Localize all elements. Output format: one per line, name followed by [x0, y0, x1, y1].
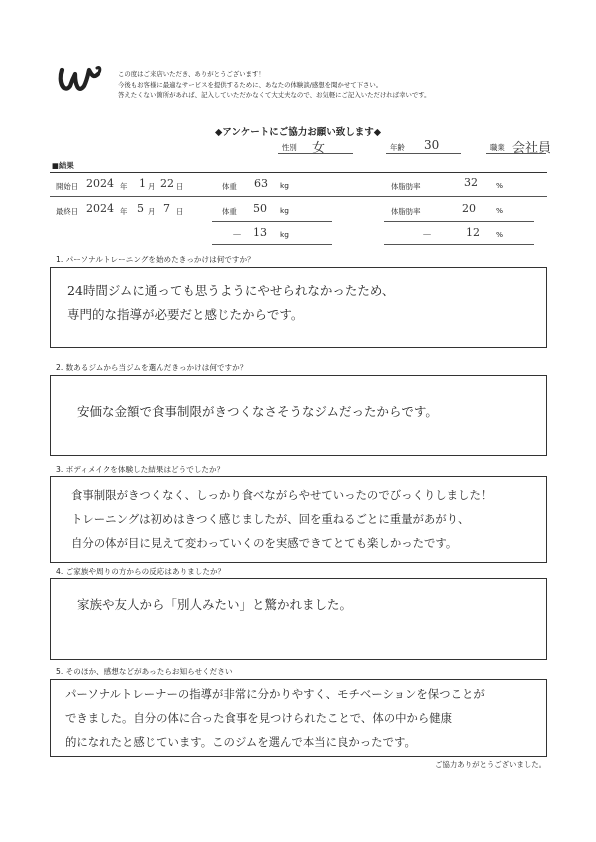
question-1-answer-box: [50, 267, 547, 348]
start-month: 1: [139, 177, 146, 190]
brand-logo: [56, 62, 106, 98]
question-3-answer: [71, 483, 492, 555]
answer-line: 的になれたと感じています。このジムを選んで本当に良かったです。: [65, 735, 416, 749]
question-2-label: 2. 数あるジムから当ジムを選んだきっかけは何ですか？: [56, 363, 248, 372]
answer-line: 食事制限がきつくなく、しっかり食べながらやせていったのでびっくりしました！: [71, 488, 493, 502]
job-underline: [486, 153, 546, 154]
results-top-rule: [50, 172, 547, 173]
question-4-answer: [77, 593, 352, 617]
weight-start-unit: kg: [280, 181, 289, 190]
bodyfat-end-label: 体脂肪率: [391, 207, 421, 216]
question-1-answer: [67, 279, 394, 327]
end-month-unit: 月: [148, 207, 156, 216]
question-2-answer-box: [50, 375, 547, 456]
weight-end-label: 体重: [222, 207, 237, 216]
weight-start-label: 体重: [222, 182, 237, 191]
weight-end-value: 50: [253, 202, 267, 215]
bodyfat-end-value: 20: [462, 202, 476, 215]
answer-line: 安価な金額で食事制限がきつくなさそうなジムだったからです。: [77, 404, 438, 419]
age-value: 30: [424, 138, 440, 152]
start-label: 開始日: [56, 182, 79, 191]
intro-line: 答えたくない箇所があれば、記入していただかなくて大丈夫なので、お気軽にご記入いただければ幸いです。: [118, 91, 431, 99]
question-3-answer-box: [50, 476, 547, 563]
bodyfat-start-label: 体脂肪率: [391, 182, 421, 191]
job-label: 職業: [490, 143, 505, 152]
bodyfat-end-unit: %: [496, 206, 504, 215]
job-value: 会社員: [512, 141, 552, 156]
start-year-unit: 年: [120, 182, 128, 191]
brand-logo-mark: [56, 62, 106, 98]
intro-line: この度はご来店いただき、ありがとうございます！: [118, 70, 265, 78]
gender-value: 女: [312, 141, 326, 156]
weight-end-unit: kg: [280, 206, 289, 215]
end-year: 2024: [86, 202, 114, 215]
question-5-answer-box: [50, 679, 547, 757]
weight-diff-rule: [212, 221, 332, 222]
end-month: 5: [137, 202, 144, 215]
intro-line: 今後もお客様に最適なサービスを提供するために、あなたの体験談/感想を聞かせて下さい。: [118, 80, 383, 89]
question-4-answer-box: [50, 578, 547, 660]
results-label: ■結果: [52, 161, 74, 170]
survey-title: ◆アンケートにご協力お願い致します◆: [214, 127, 382, 138]
bodyfat-diff-value: 12: [466, 226, 480, 239]
bodyfat-diff-sign: －: [422, 230, 432, 241]
start-day-unit: 日: [176, 182, 184, 191]
answer-line: 家族や友人から「別人みたい」と驚かれました。: [77, 597, 353, 612]
answer-line: パーソナルトレーナーの指導が非常に分かりやすく、モチベーションを保つことが: [65, 687, 485, 701]
weight-diff-unit: kg: [280, 230, 289, 239]
weight-diff-value: 13: [253, 226, 267, 239]
intro-text: [118, 69, 431, 101]
bodyfat-diff-unit: %: [496, 230, 504, 239]
start-month-unit: 月: [148, 182, 156, 191]
bodyfat-start-unit: %: [496, 181, 504, 190]
weight-diff-sign: －: [232, 230, 242, 241]
age-underline: [386, 153, 461, 154]
question-2-answer: [77, 400, 438, 424]
end-label: 最終日: [56, 207, 79, 216]
answer-line: 24時間ジムに通っても思うようにやせられなかったため、: [67, 283, 395, 298]
bodyfat-start-value: 32: [464, 176, 478, 189]
question-5-label: 5. そのほか、感想などがあったらお知らせください: [56, 667, 233, 676]
answer-line: 専門的な指導が必要だと感じたからです。: [67, 307, 304, 322]
question-4-label: 4. ご家族や周りの方からの反応はありましたか？: [56, 567, 226, 576]
question-1-label: 1. パーソナルトレーニングを始めたきっかけは何ですか？: [56, 255, 255, 264]
start-year: 2024: [86, 177, 114, 190]
weight-bottom-rule: [212, 244, 332, 245]
question-3-label: 3. ボディメイクを体験した結果はどうでしたか？: [56, 465, 225, 474]
end-day: 7: [163, 202, 170, 215]
weight-start-value: 63: [254, 177, 268, 190]
bodyfat-bottom-rule: [384, 244, 534, 245]
answer-line: できました。自分の体に合った食事を見つけられたことで、体の中から健康: [65, 711, 453, 725]
answer-line: 自分の体が目に見えて変わっていくのを実感できてとても楽しかったです。: [71, 536, 458, 550]
start-day: 22: [160, 177, 174, 190]
results-row-rule: [50, 196, 547, 197]
answer-line: トレーニングは初めはきつく感じましたが、回を重ねるごとに重量があがり、: [71, 512, 470, 526]
bodyfat-diff-rule: [384, 221, 534, 222]
question-5-answer: [65, 682, 485, 754]
age-label: 年齢: [390, 143, 405, 152]
end-year-unit: 年: [120, 207, 128, 216]
gender-label: 性別: [282, 143, 297, 152]
gender-underline: [278, 153, 353, 154]
thanks-note: ご協力ありがとうございました。: [435, 760, 546, 769]
end-day-unit: 日: [176, 207, 184, 216]
